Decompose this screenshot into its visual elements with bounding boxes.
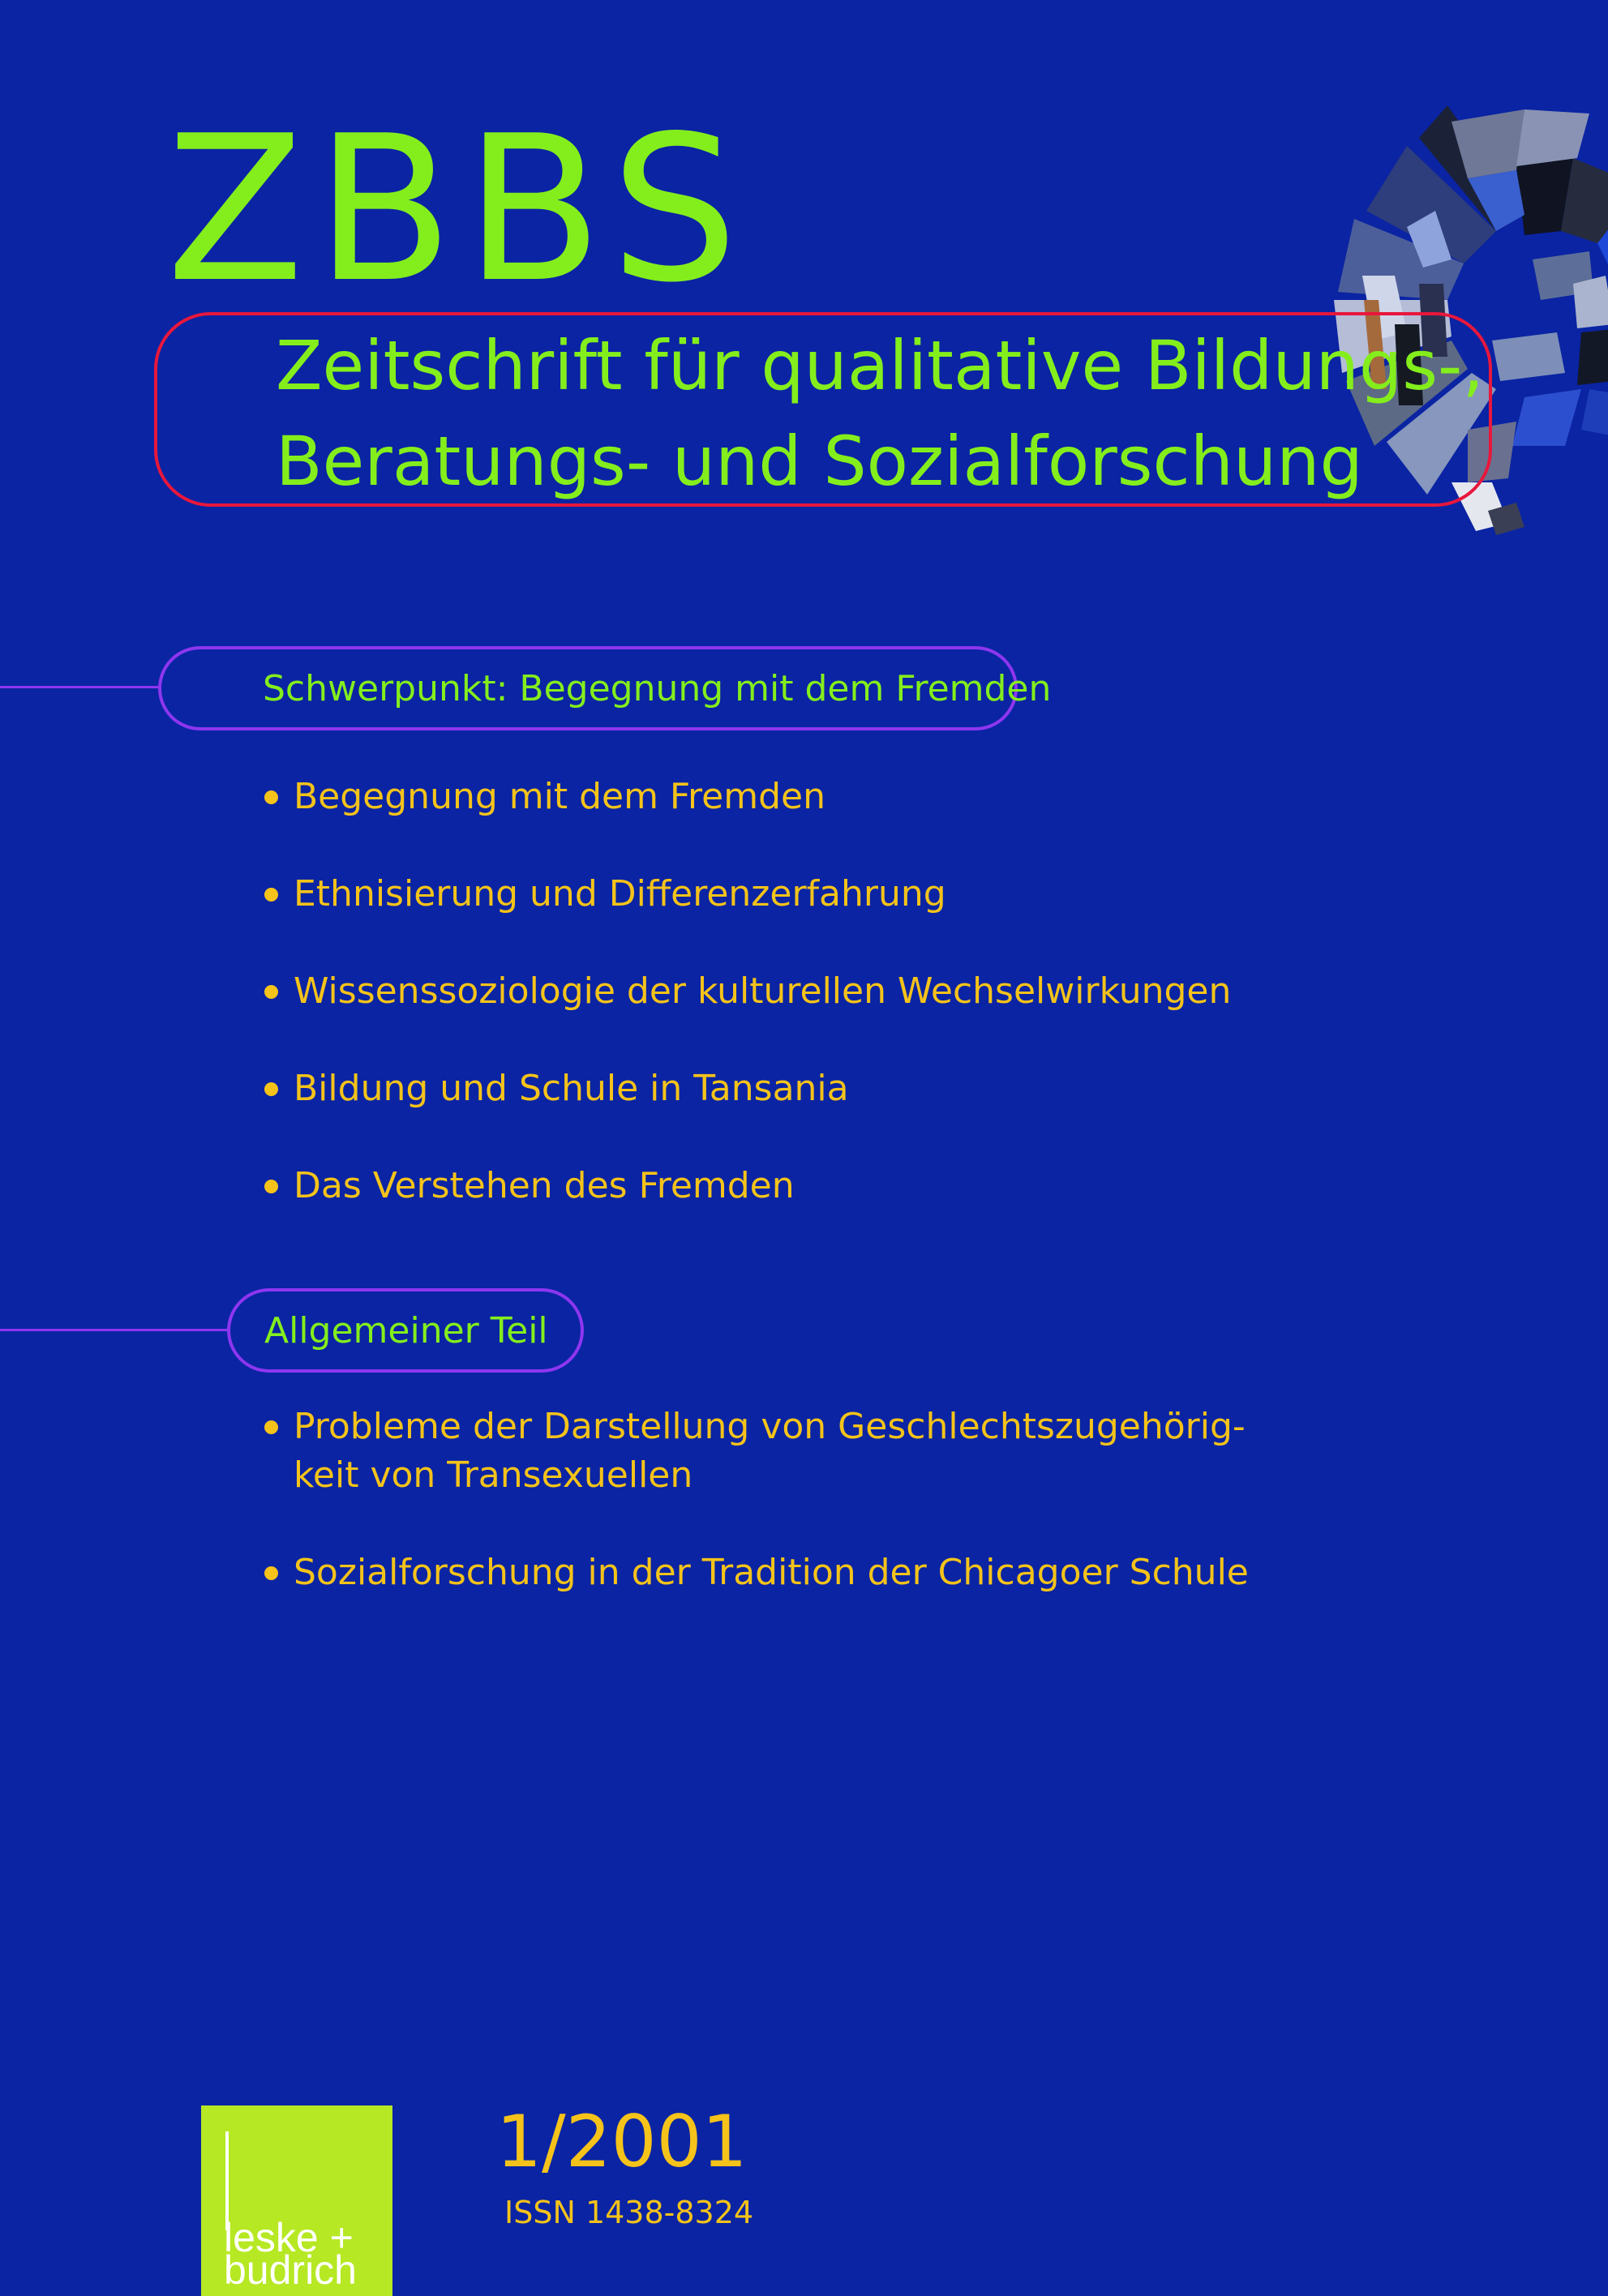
subtitle-line-1: Zeitschrift für qualitative Bildungs-, (276, 326, 1485, 405)
general-section-pill (227, 1288, 584, 1373)
list-item (261, 1403, 1246, 1500)
list-item: Ethnisierung und Differenzerfahrung (261, 870, 946, 919)
list-item-line: Probleme der Darstellung von Geschlechtszugehörig- (294, 1406, 1246, 1447)
focus-section-pill (158, 646, 1052, 730)
logo-line-1: leske + (224, 2215, 354, 2260)
section-connector-line (0, 1329, 229, 1331)
focus-section-heading: Schwerpunkt: Begegnung mit dem Fremden (263, 667, 1052, 709)
issn: ISSN 1438-8324 (504, 2195, 754, 2230)
list-item: Begegnung mit dem Fremden (261, 773, 825, 821)
logo-line-2: budrich (224, 2247, 357, 2293)
list-item: Wissenssoziologie der kulturellen Wechselwirkungen (261, 967, 1231, 1016)
general-section-heading: Allgemeiner Teil (264, 1309, 548, 1351)
list-item: Das Verstehen des Fremden (261, 1162, 795, 1210)
list-item: Sozialforschung in der Tradition der Chicagoer Schule (261, 1549, 1249, 1597)
list-item-line: keit von Transexuellen (294, 1454, 693, 1496)
list-item: Bildung und Schule in Tansania (261, 1064, 849, 1113)
subtitle-line-2: Beratungs- und Sozialforschung (276, 422, 1363, 501)
issue-number: 1/2001 (496, 2100, 748, 2183)
section-connector-line (0, 686, 158, 688)
journal-title: ZBBS (166, 93, 750, 327)
leske-budrich-logo (201, 2105, 392, 2296)
journal-subtitle (276, 318, 1484, 509)
